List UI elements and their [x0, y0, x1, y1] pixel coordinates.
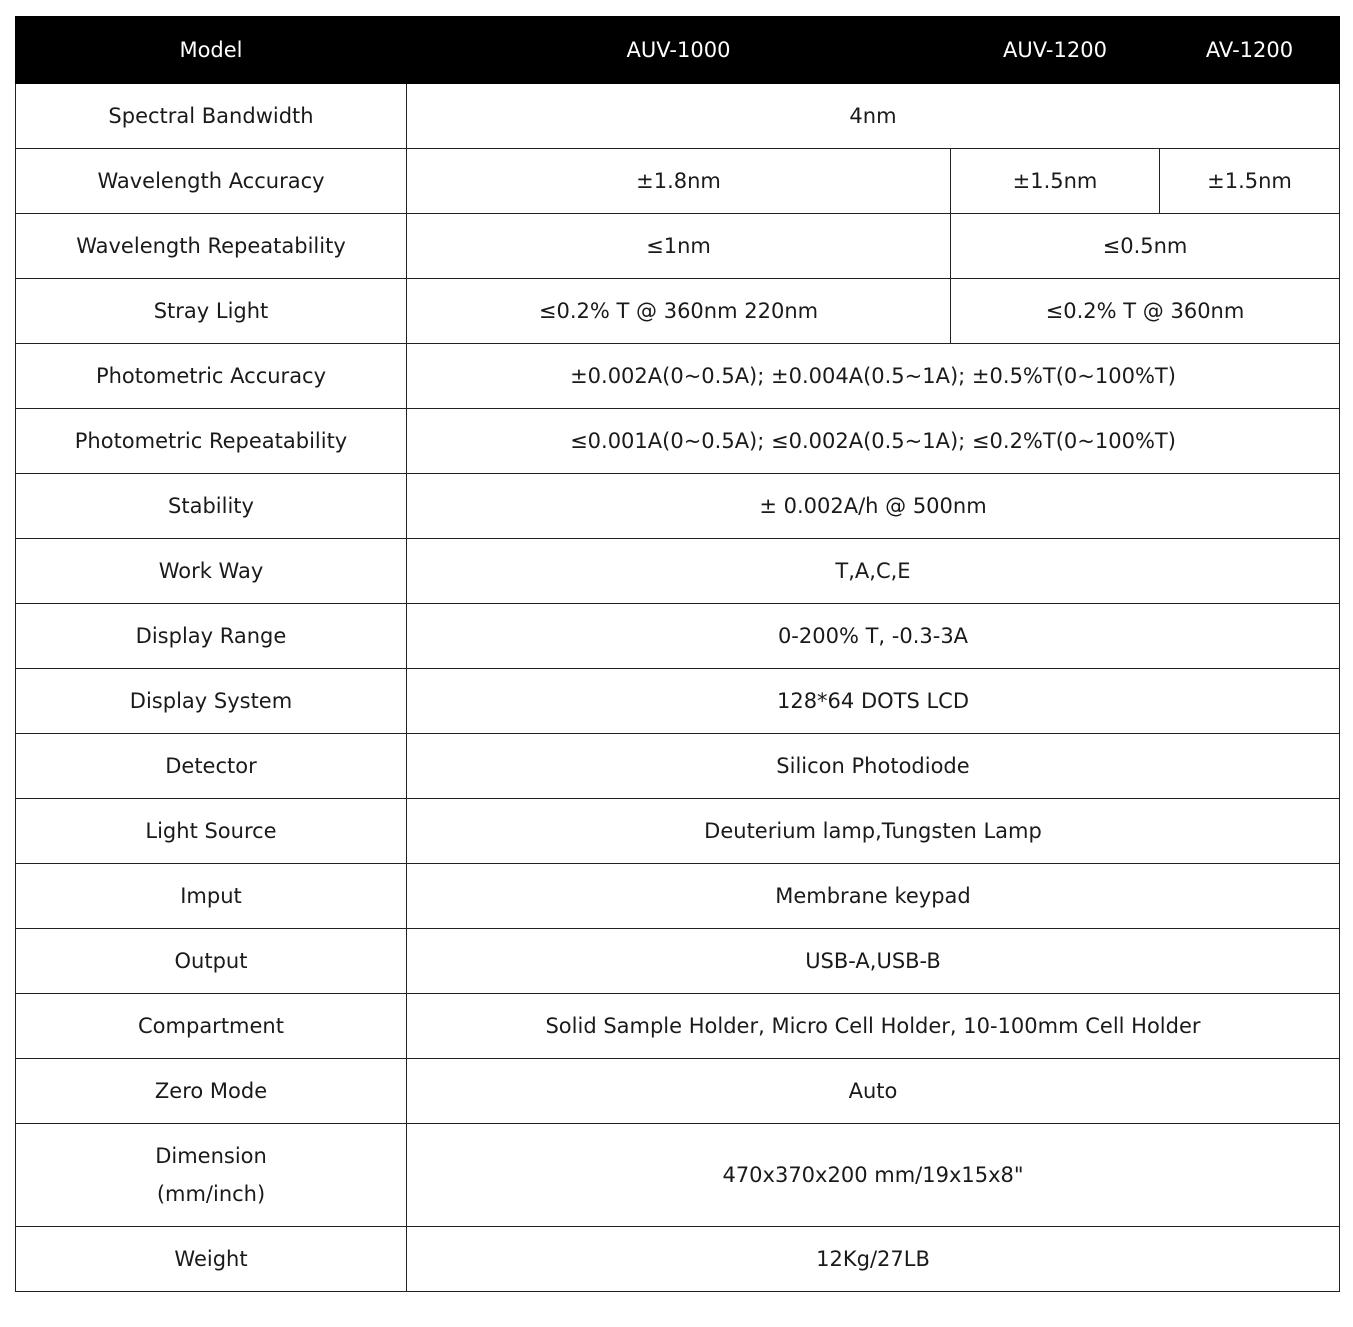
row-value: 12Kg/27LB — [407, 1227, 1340, 1292]
row-label: Work Way — [16, 539, 407, 604]
row-value: T,A,C,E — [407, 539, 1340, 604]
table-row — [16, 149, 1340, 214]
row-value-others: ≤0.5nm — [951, 214, 1340, 279]
table-row — [16, 1124, 1340, 1227]
row-label-line2: (mm/inch) — [156, 1182, 266, 1206]
header-model-av1200: AV-1200 — [1160, 17, 1340, 84]
row-value: 4nm — [407, 84, 1340, 149]
row-label: Zero Mode — [16, 1059, 407, 1124]
table-row — [16, 799, 1340, 864]
row-label: Compartment — [16, 994, 407, 1059]
row-value: Solid Sample Holder, Micro Cell Holder, 10-100mm Cell Holder — [407, 994, 1340, 1059]
row-value: 470x370x200 mm/19x15x8" — [407, 1124, 1340, 1227]
table-row — [16, 864, 1340, 929]
row-label — [16, 1124, 407, 1227]
row-value: ≤0.001A(0~0.5A); ≤0.002A(0.5~1A); ≤0.2%T(0~100%T) — [407, 409, 1340, 474]
row-value-auv1200: ±1.5nm — [951, 149, 1160, 214]
row-label: Wavelength Accuracy — [16, 149, 407, 214]
table-row — [16, 84, 1340, 149]
row-label: Imput — [16, 864, 407, 929]
row-label: Light Source — [16, 799, 407, 864]
row-label: Stability — [16, 474, 407, 539]
header-model-label: Model — [16, 17, 407, 84]
row-label: Spectral Bandwidth — [16, 84, 407, 149]
row-label: Weight — [16, 1227, 407, 1292]
row-label: Photometric Accuracy — [16, 344, 407, 409]
row-label: Photometric Repeatability — [16, 409, 407, 474]
row-label: Display System — [16, 669, 407, 734]
table-row — [16, 344, 1340, 409]
row-value-auv1000: ±1.8nm — [407, 149, 951, 214]
row-value: ± 0.002A/h @ 500nm — [407, 474, 1340, 539]
row-value: USB-A,USB-B — [407, 929, 1340, 994]
table-row — [16, 539, 1340, 604]
header-model-auv1200: AUV-1200 — [951, 17, 1160, 84]
row-value-auv1000: ≤1nm — [407, 214, 951, 279]
row-label: Output — [16, 929, 407, 994]
header-row — [16, 17, 1340, 84]
row-label: Wavelength Repeatability — [16, 214, 407, 279]
table-row — [16, 1059, 1340, 1124]
row-value: Membrane keypad — [407, 864, 1340, 929]
row-value-others: ≤0.2% T @ 360nm — [951, 279, 1340, 344]
table-row — [16, 1227, 1340, 1292]
table-row — [16, 669, 1340, 734]
row-value: ±0.002A(0~0.5A); ±0.004A(0.5~1A); ±0.5%T(0~100%T) — [407, 344, 1340, 409]
table-row — [16, 734, 1340, 799]
table-row — [16, 214, 1340, 279]
row-label: Stray Light — [16, 279, 407, 344]
row-value: Auto — [407, 1059, 1340, 1124]
row-label: Detector — [16, 734, 407, 799]
table-row — [16, 929, 1340, 994]
table-row — [16, 994, 1340, 1059]
row-value: 0-200% T, -0.3-3A — [407, 604, 1340, 669]
header-model-auv1000: AUV-1000 — [407, 17, 951, 84]
row-value-av1200: ±1.5nm — [1160, 149, 1340, 214]
table-row — [16, 409, 1340, 474]
row-value: Deuterium lamp,Tungsten Lamp — [407, 799, 1340, 864]
table-row — [16, 279, 1340, 344]
row-label: Display Range — [16, 604, 407, 669]
table-row — [16, 604, 1340, 669]
row-label-line1: Dimension — [155, 1144, 267, 1168]
row-value: 128*64 DOTS LCD — [407, 669, 1340, 734]
row-value: Silicon Photodiode — [407, 734, 1340, 799]
row-value-auv1000: ≤0.2% T @ 360nm 220nm — [407, 279, 951, 344]
table-row — [16, 474, 1340, 539]
spec-table — [15, 16, 1340, 1292]
